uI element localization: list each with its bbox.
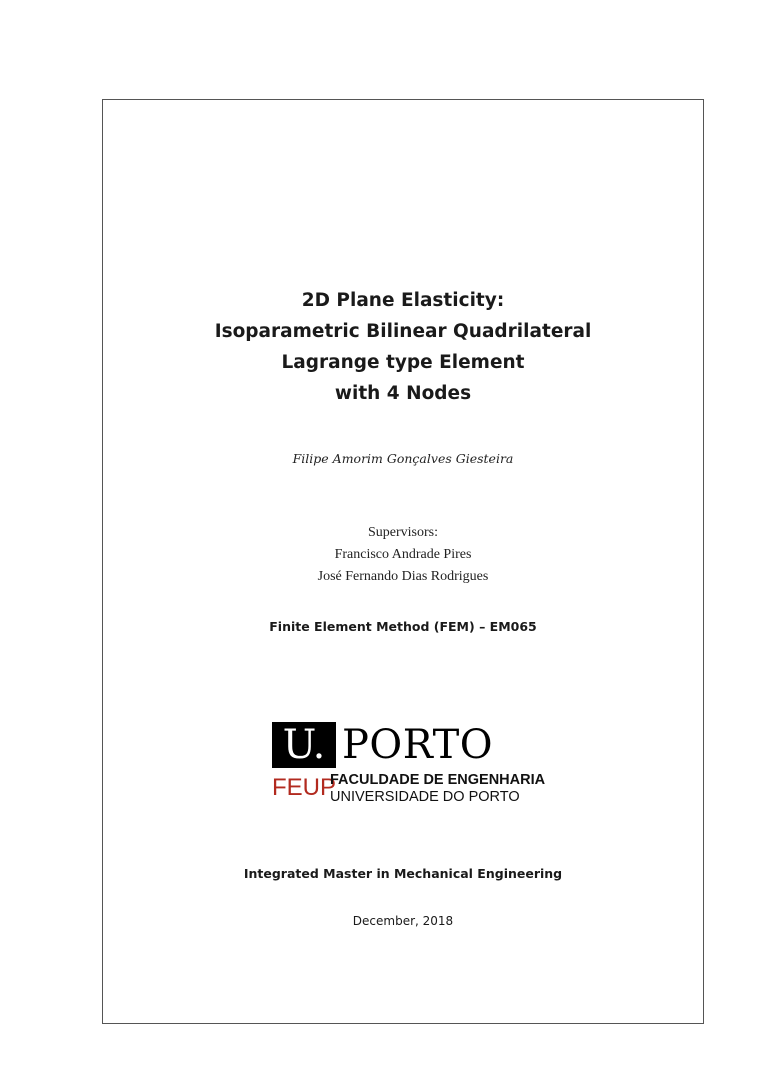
supervisors-heading: Supervisors:: [368, 525, 438, 540]
document-date: December, 2018: [352, 914, 454, 928]
author-name: Filipe Amorim Gonçalves Giesteira: [292, 451, 514, 466]
supervisor-name: Francisco Andrade Pires: [334, 547, 472, 562]
title-line-4: with 4 Nodes: [334, 383, 472, 404]
document-title: [102, 285, 704, 409]
logo-u-box: U.: [272, 722, 336, 768]
title-line-3: Lagrange type Element: [281, 352, 525, 373]
logo-faculty-text: FACULDADE DE ENGENHARIA: [330, 772, 546, 788]
title-line-2: Isoparametric Bilinear Quadrilateral: [214, 321, 592, 342]
uporto-feup-logo: [272, 722, 562, 812]
title-line-1: 2D Plane Elasticity:: [301, 290, 505, 311]
degree-program: Integrated Master in Mechanical Engineering: [243, 866, 563, 881]
logo-university-text: UNIVERSIDADE DO PORTO: [330, 789, 520, 805]
logo-porto-text: PORTO: [342, 722, 494, 768]
logo-feup-text: FEUP: [272, 774, 337, 801]
supervisors-block: [102, 522, 704, 588]
supervisor-name: José Fernando Dias Rodrigues: [317, 569, 489, 584]
course-name: Finite Element Method (FEM) – EM065: [269, 619, 537, 634]
